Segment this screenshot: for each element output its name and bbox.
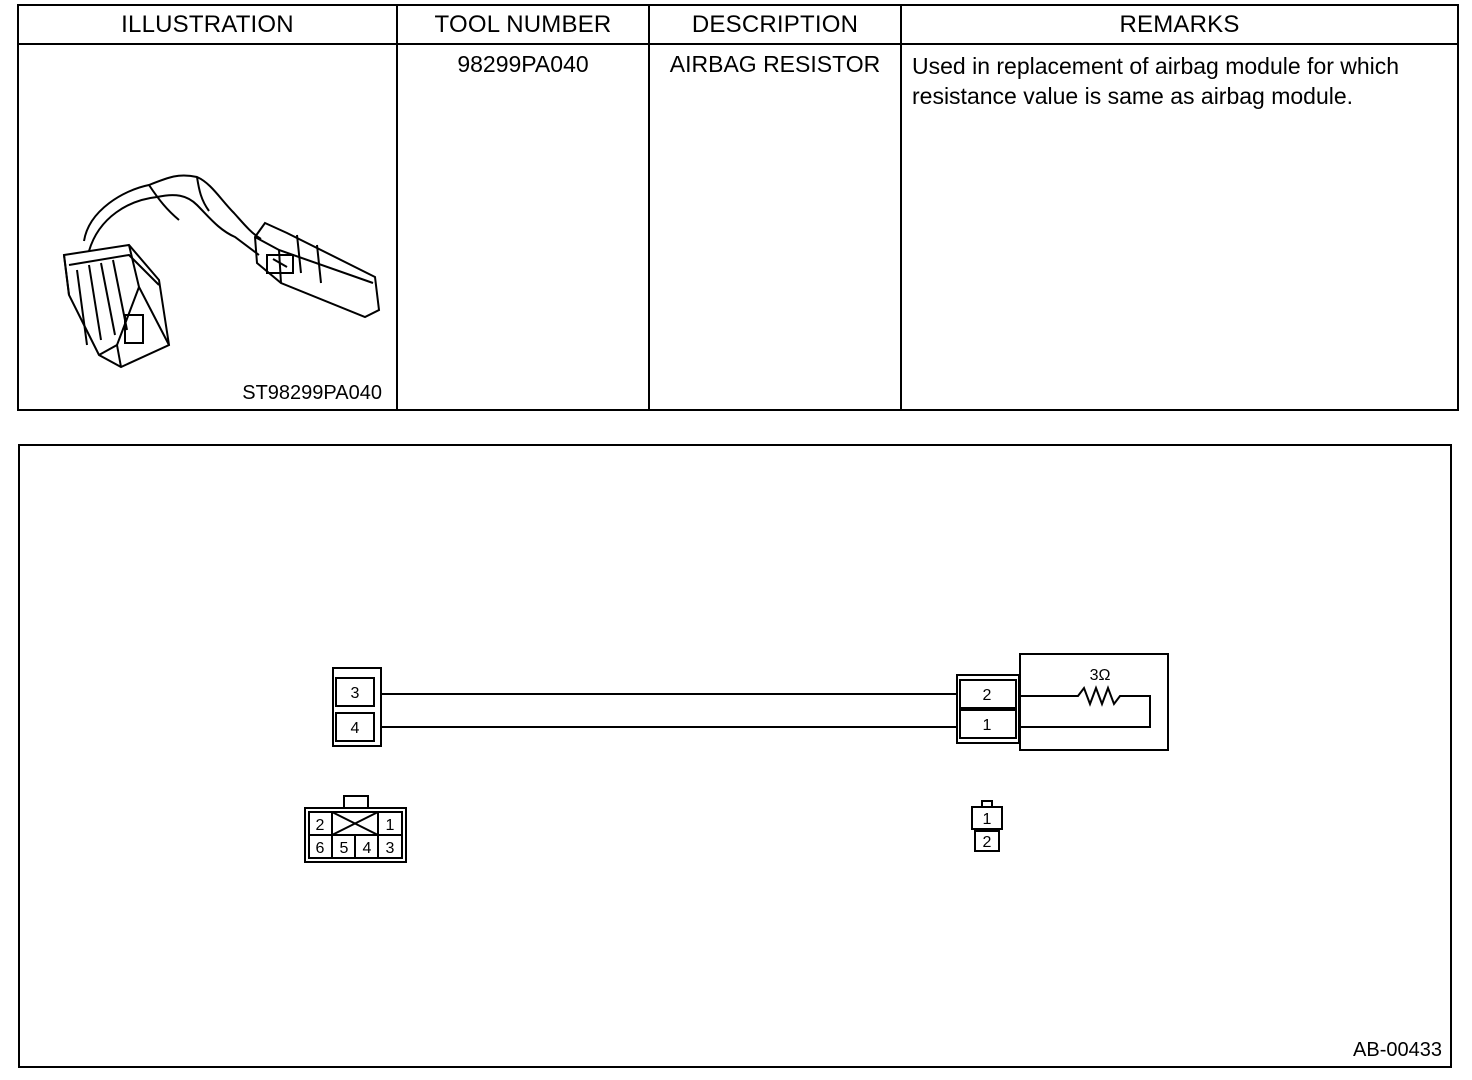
right-pin-1: 1 bbox=[982, 717, 992, 734]
header-tool-number: TOOL NUMBER bbox=[397, 5, 649, 44]
face-pin-3: 3 bbox=[385, 840, 395, 857]
illustration-cell bbox=[18, 44, 397, 410]
header-remarks: REMARKS bbox=[901, 5, 1458, 44]
figure-code: AB-00433 bbox=[1353, 1039, 1442, 1061]
left-pin-4: 4 bbox=[350, 720, 360, 737]
right-pin-2: 2 bbox=[982, 687, 992, 704]
right-connector-face bbox=[972, 801, 1002, 851]
right-face-pin-1: 1 bbox=[982, 811, 992, 828]
wiring-schematic bbox=[18, 444, 1452, 1068]
schematic-drawing bbox=[20, 446, 1450, 1066]
illustration-code: ST98299PA040 bbox=[242, 382, 382, 404]
resistor-value: 3Ω bbox=[1089, 667, 1111, 684]
harness-wires bbox=[381, 694, 957, 727]
airbag-resistor-illustration bbox=[29, 105, 389, 385]
header-illustration: ILLUSTRATION bbox=[18, 5, 397, 44]
face-pin-2: 2 bbox=[315, 817, 325, 834]
resistor-module bbox=[1019, 654, 1168, 750]
table-header-row bbox=[18, 5, 1458, 44]
face-pin-4: 4 bbox=[362, 840, 372, 857]
face-pin-6: 6 bbox=[315, 840, 325, 857]
face-pin-1: 1 bbox=[385, 817, 395, 834]
special-tool-table bbox=[17, 4, 1459, 411]
remarks-cell: Used in replacement of airbag module for which resistance value is same as airbag module. bbox=[901, 44, 1458, 410]
right-connector bbox=[957, 675, 1019, 743]
left-pin-3: 3 bbox=[350, 685, 360, 702]
left-connector bbox=[333, 668, 381, 746]
table-row bbox=[18, 44, 1458, 410]
right-face-pin-2: 2 bbox=[982, 834, 992, 851]
description-cell: AIRBAG RESISTOR bbox=[649, 44, 901, 410]
header-description: DESCRIPTION bbox=[649, 5, 901, 44]
face-pin-5: 5 bbox=[339, 840, 349, 857]
tool-number-cell: 98299PA040 bbox=[397, 44, 649, 410]
left-connector-face bbox=[305, 796, 406, 862]
